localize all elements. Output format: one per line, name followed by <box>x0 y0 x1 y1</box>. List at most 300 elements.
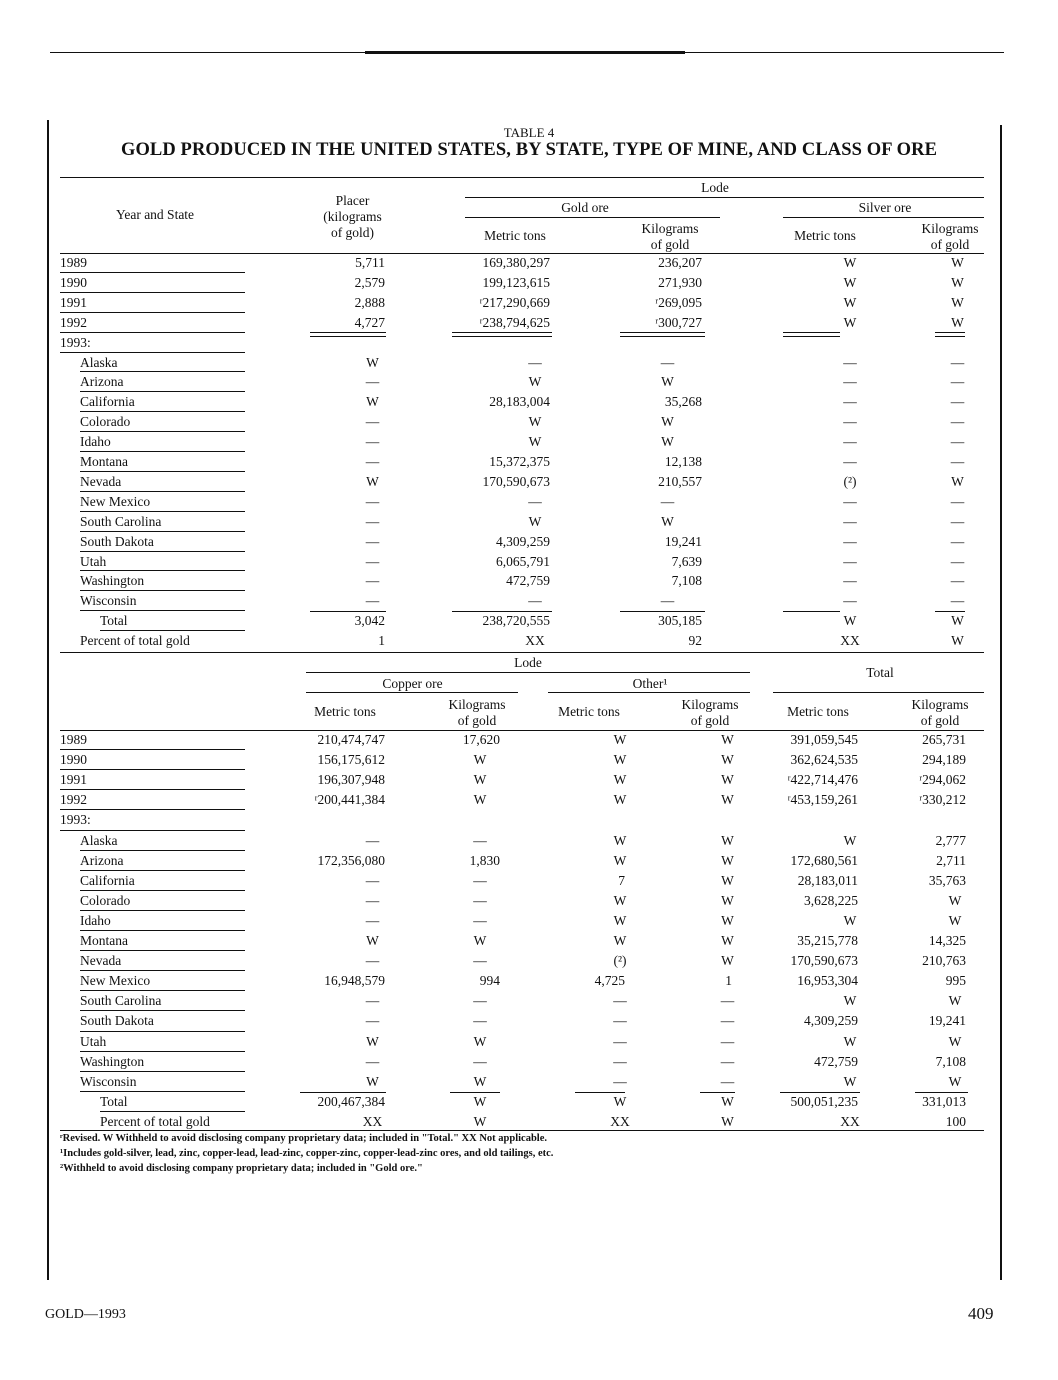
row-underline <box>80 451 245 452</box>
table-cell: W <box>473 752 487 768</box>
table-cell: — <box>613 1073 627 1089</box>
table-cell: — <box>365 953 380 969</box>
double-rule <box>935 336 965 337</box>
total-header: Total <box>866 665 894 680</box>
table-cell: — <box>660 593 675 609</box>
table-cell: XX <box>610 1113 630 1129</box>
table-cell: 156,175,612 <box>317 752 385 768</box>
part2-lode-header: Lode <box>514 655 542 670</box>
row-label: Utah <box>80 553 107 569</box>
table-cell: 28,183,004 <box>489 394 550 410</box>
table-cell: 15,372,375 <box>489 454 550 469</box>
table-cell: W <box>843 912 857 928</box>
table-cell: 3,628,225 <box>804 892 858 908</box>
table-cell: 1 <box>725 973 732 989</box>
table-cell: — <box>843 493 857 509</box>
table-cell: — <box>365 912 380 928</box>
table-cell: — <box>950 354 965 370</box>
placer-header-1: Placer <box>335 193 370 208</box>
row-underline <box>60 272 245 273</box>
copper-ore-header: Copper ore <box>382 676 443 691</box>
table-cell: 995 <box>945 973 966 989</box>
table-cell: 35,763 <box>928 872 966 888</box>
table-cell: W <box>528 434 542 450</box>
table-cell: 2,579 <box>354 274 385 290</box>
table-cell: 472,759 <box>506 573 550 589</box>
table-cell: — <box>720 1053 735 1069</box>
row-underline <box>80 1010 245 1011</box>
table-cell: 6,065,791 <box>496 553 550 569</box>
row-underline <box>80 411 245 412</box>
row-label: Nevada <box>80 953 122 969</box>
row-underline <box>60 769 245 770</box>
table-cell: — <box>365 374 380 390</box>
table-cell: W <box>473 1073 487 1089</box>
table-cell: W <box>473 792 487 808</box>
table-cell: — <box>365 832 380 848</box>
table-cell: — <box>950 533 965 549</box>
table-cell: — <box>473 892 487 908</box>
table-cell: 35,215,778 <box>797 933 858 948</box>
table-cell: W <box>721 752 734 768</box>
row-underline <box>80 431 245 432</box>
footnote-revised: ʳRevised. W Withheld to avoid disclosing company proprietary data; included in "Total." XX Not applicable. <box>60 1133 547 1144</box>
table-cell: W <box>951 473 964 489</box>
table-cell: — <box>950 454 965 469</box>
table-cell: W <box>661 513 674 529</box>
table-cell: W <box>721 732 734 747</box>
table-cell: W <box>473 772 487 788</box>
row-underline <box>80 610 245 611</box>
silver-ore-rule <box>783 217 984 218</box>
table-cell: 170,590,673 <box>790 953 858 969</box>
other-metric-tons-header: Metric tons <box>558 704 620 719</box>
page-number: 409 <box>968 1304 994 1323</box>
table-cell: — <box>843 454 857 469</box>
left-margin-bar <box>47 120 49 1280</box>
table-cell: — <box>365 1053 380 1069</box>
footnote-2: ²Withheld to avoid disclosing company proprietary data; included in "Gold ore." <box>60 1163 423 1174</box>
table-cell: — <box>613 1013 627 1029</box>
placer-header-3: of gold) <box>330 225 375 240</box>
table-cell: — <box>365 872 380 888</box>
double-rule <box>620 332 705 333</box>
table-cell: 7,108 <box>935 1053 966 1069</box>
row-underline <box>80 570 245 571</box>
table-cell: 5,711 <box>355 255 385 270</box>
table-cell: ʳ330,212 <box>919 792 966 808</box>
total-rule <box>915 1092 968 1093</box>
table-number: TABLE 4 <box>503 125 555 140</box>
table-cell: — <box>613 993 627 1009</box>
table-cell: W <box>661 374 674 390</box>
table-cell: — <box>720 1033 735 1049</box>
table-cell: ʳ269,095 <box>655 294 702 310</box>
row-underline <box>80 1031 245 1032</box>
row-underline <box>80 551 245 552</box>
row-underline <box>80 890 245 891</box>
table-cell: 19,241 <box>928 1013 966 1029</box>
total-rule <box>773 692 984 693</box>
table-cell: W <box>473 1033 487 1049</box>
row-label: California <box>80 872 135 888</box>
placer-header-2: (kilograms <box>323 209 382 224</box>
row-underline <box>80 1071 245 1072</box>
table-cell: W <box>951 633 964 649</box>
table-cell: 92 <box>688 633 702 649</box>
double-rule <box>783 332 840 333</box>
row-label: 1989 <box>60 255 87 270</box>
row-label: South Dakota <box>80 533 154 549</box>
row-label: Arizona <box>80 852 124 868</box>
table-cell: — <box>843 434 857 450</box>
table-cell: 196,307,948 <box>317 772 385 788</box>
table-cell: XX <box>840 633 860 649</box>
table-cell: W <box>721 772 734 788</box>
row-label: Alaska <box>80 354 118 370</box>
row-label: South Dakota <box>80 1013 154 1029</box>
total-rule <box>300 1092 386 1093</box>
right-margin-bar <box>1000 125 1002 1280</box>
table-cell: — <box>660 354 675 370</box>
row-label: 1989 <box>60 732 87 747</box>
table-cell: W <box>951 294 964 310</box>
table-cell: W <box>473 1113 487 1129</box>
row-label: South Carolina <box>80 993 162 1009</box>
gold-ore-rule <box>465 217 720 218</box>
table-cell: — <box>660 493 675 509</box>
table-cell: W <box>721 1113 734 1129</box>
table-cell: — <box>950 573 965 589</box>
table-cell: 199,123,615 <box>482 274 550 290</box>
total-rule <box>780 1092 860 1093</box>
table-cell: — <box>613 1053 627 1069</box>
table-cell: ʳ294,062 <box>919 772 966 788</box>
table-cell: ʳ453,159,261 <box>787 792 858 808</box>
row-underline <box>80 950 245 951</box>
table-cell: W <box>721 933 734 948</box>
table-cell: — <box>473 953 487 969</box>
table-cell: 4,725 <box>594 973 625 989</box>
table-cell: W <box>951 613 964 629</box>
row-label: Colorado <box>80 414 131 430</box>
row-underline <box>60 292 245 293</box>
table-cell: — <box>720 1013 735 1029</box>
row-label: New Mexico <box>80 973 151 989</box>
row-label: 1992 <box>60 792 87 808</box>
row-label: Nevada <box>80 473 122 489</box>
table-cell: XX <box>362 1113 383 1129</box>
table-cell: W <box>843 613 857 629</box>
table-cell: W <box>721 832 734 848</box>
row-label: 1993: <box>60 334 91 350</box>
table-cell: W <box>951 314 964 330</box>
table-cell: — <box>843 354 857 370</box>
table-cell: XX <box>840 1113 860 1129</box>
table-cell: W <box>528 374 542 390</box>
row-label: Montana <box>80 454 128 469</box>
row-label: New Mexico <box>80 493 151 509</box>
total-rule <box>935 611 965 612</box>
top-rule-thick <box>365 51 685 54</box>
other-header: Other¹ <box>632 676 668 691</box>
table-cell: — <box>365 513 380 529</box>
table-cell: W <box>721 852 734 868</box>
table-cell: 994 <box>479 973 500 989</box>
gold-ore-metric-tons-header: Metric tons <box>484 228 546 243</box>
table-cell: W <box>721 1093 734 1109</box>
table-cell: 4,309,259 <box>496 533 550 549</box>
table-cell: — <box>528 493 542 509</box>
table-cell: W <box>366 394 379 410</box>
table-cell: 172,680,561 <box>790 852 858 868</box>
table-cell: W <box>613 892 627 908</box>
table-cell: — <box>843 593 857 609</box>
header-bottom-rule <box>60 253 984 254</box>
part2-header-bottom-rule <box>60 730 984 731</box>
row-underline <box>80 1051 245 1052</box>
gold-ore-header: Gold ore <box>561 200 609 215</box>
row-underline <box>60 830 245 831</box>
double-rule <box>310 336 386 337</box>
row-underline <box>100 630 245 631</box>
table-cell: 3,042 <box>354 613 385 629</box>
total-metric-tons-header: Metric tons <box>787 704 849 719</box>
table-cell: 1,830 <box>469 852 500 868</box>
total-rule <box>620 611 705 612</box>
table-cell: — <box>365 1013 380 1029</box>
table-cell: W <box>528 513 542 529</box>
table-cell: — <box>365 493 380 509</box>
table-cell: 391,059,545 <box>790 732 858 747</box>
table-cell: — <box>473 912 487 928</box>
table-cell: — <box>950 553 965 569</box>
copper-kg-header-1: Kilograms <box>448 697 506 712</box>
table-cell: W <box>528 414 542 430</box>
row-label: Idaho <box>80 434 111 450</box>
table-cell: 14,325 <box>928 933 966 948</box>
table-cell: 472,759 <box>814 1053 858 1069</box>
row-label: 1990 <box>60 274 87 290</box>
table-cell: ʳ300,727 <box>655 314 702 330</box>
table-cell: 172,356,080 <box>317 852 385 868</box>
table-cell: 294,189 <box>922 752 966 768</box>
table-cell: — <box>720 993 735 1009</box>
gold-ore-kg-header-1: Kilograms <box>641 221 699 236</box>
table-cell: 16,948,579 <box>324 973 385 989</box>
row-underline <box>80 471 245 472</box>
row-label: Montana <box>80 933 128 948</box>
table-cell: 100 <box>945 1113 966 1129</box>
row-underline <box>60 749 245 750</box>
table-cell: 500,051,235 <box>790 1093 858 1109</box>
table-cell: 7,108 <box>671 573 702 589</box>
table-cell: W <box>613 832 627 848</box>
table-cell: 200,467,384 <box>317 1093 385 1109</box>
row-underline <box>80 910 245 911</box>
table-cell: W <box>721 892 734 908</box>
table-cell: 2,711 <box>936 852 966 868</box>
table-cell: W <box>721 792 734 808</box>
table-cell: — <box>473 1013 487 1029</box>
table-cell: W <box>366 1073 379 1089</box>
row-label: Colorado <box>80 892 131 908</box>
table-cell: W <box>948 1073 962 1089</box>
table-cell: — <box>613 1033 627 1049</box>
table-cell: W <box>948 892 962 908</box>
row-underline <box>60 332 245 333</box>
table-cell: W <box>948 993 962 1009</box>
table-cell: 28,183,011 <box>797 872 858 888</box>
row-label: 1992 <box>60 314 87 330</box>
row-label: Washington <box>80 1053 145 1069</box>
table-cell: — <box>473 1053 487 1069</box>
row-label: California <box>80 394 135 410</box>
table-cell: W <box>366 933 379 948</box>
double-rule <box>620 336 705 337</box>
table-cell: — <box>365 553 380 569</box>
lode-rule <box>465 197 984 198</box>
table-cell: — <box>843 374 857 390</box>
table-cell: 265,731 <box>922 732 966 747</box>
total-rule <box>575 1092 625 1093</box>
row-label: Alaska <box>80 832 118 848</box>
table-cell: — <box>950 394 965 410</box>
row-underline <box>80 491 245 492</box>
table-cell: W <box>473 933 487 948</box>
table-cell: — <box>950 493 965 509</box>
table-cell: 331,013 <box>922 1093 966 1109</box>
table-cell: ʳ217,290,669 <box>479 294 550 310</box>
other-kg-header-1: Kilograms <box>681 697 739 712</box>
row-label: 1993: <box>60 812 91 828</box>
other-kg-header-2: of gold <box>690 713 730 728</box>
table-cell: — <box>950 434 965 450</box>
table-cell: — <box>843 513 857 529</box>
table-cell: — <box>365 892 380 908</box>
copper-kg-header-2: of gold <box>457 713 497 728</box>
double-rule <box>783 336 840 337</box>
table-cell: W <box>843 993 857 1009</box>
table-cell: W <box>843 294 857 310</box>
table-cell: 19,241 <box>664 533 702 549</box>
silver-ore-header: Silver ore <box>858 200 912 215</box>
total-rule <box>783 611 840 612</box>
row-label: Wisconsin <box>80 593 137 609</box>
table-cell: — <box>365 593 380 609</box>
table-cell: W <box>661 434 674 450</box>
row-label: 1990 <box>60 752 87 768</box>
table-cell: 210,763 <box>922 953 966 969</box>
copper-metric-tons-header: Metric tons <box>314 704 376 719</box>
table-cell: W <box>473 1093 487 1109</box>
row-underline <box>80 590 245 591</box>
table-cell: — <box>843 394 857 410</box>
table-cell: W <box>843 1033 857 1049</box>
total-rule <box>450 1092 500 1093</box>
table-cell: — <box>473 872 487 888</box>
row-underline <box>80 371 245 372</box>
table-cell: ʳ238,794,625 <box>479 314 550 330</box>
table-cell: ʳ200,441,384 <box>314 792 385 808</box>
double-rule <box>935 332 965 333</box>
row-underline <box>80 970 245 971</box>
footnote-1: ¹Includes gold-silver, lead, zinc, copper-lead, lead-zinc, copper-zinc, copper-lead-zinc ores, and old tailings, etc. <box>60 1148 554 1159</box>
table-cell: 210,557 <box>658 473 702 489</box>
row-label: Arizona <box>80 374 124 390</box>
row-label: Percent of total gold <box>80 633 190 649</box>
table-cell: — <box>950 513 965 529</box>
silver-ore-metric-tons-header: Metric tons <box>794 228 856 243</box>
table-cell: — <box>843 553 857 569</box>
header-top-rule <box>60 177 984 178</box>
table-cell: 4,309,259 <box>804 1013 858 1029</box>
table-bottom-rule <box>60 1130 984 1131</box>
total-kg-header-1: Kilograms <box>911 697 969 712</box>
double-rule <box>310 332 386 333</box>
table-cell: 305,185 <box>658 613 702 629</box>
table-cell: W <box>843 314 857 330</box>
row-label: Washington <box>80 573 145 589</box>
gold-ore-kg-header-2: of gold <box>650 237 690 252</box>
table-cell: W <box>613 752 627 768</box>
row-underline <box>60 352 245 353</box>
table-cell: W <box>951 255 964 270</box>
table-cell: — <box>365 414 380 430</box>
table-cell: W <box>661 414 674 430</box>
row-label: Utah <box>80 1033 107 1049</box>
table-cell: 2,888 <box>354 294 385 310</box>
row-underline <box>80 850 245 851</box>
table-cell: W <box>613 1093 627 1109</box>
row-label: Percent of total gold <box>100 1113 210 1129</box>
table-cell: 170,590,673 <box>482 473 550 489</box>
row-label: Idaho <box>80 912 111 928</box>
table-cell: — <box>528 354 542 370</box>
table-cell: W <box>366 473 379 489</box>
table-cell: 362,624,535 <box>790 752 858 768</box>
table-cell: — <box>843 414 857 430</box>
table-cell: W <box>843 1073 857 1089</box>
table-cell: W <box>366 1033 379 1049</box>
table-cell: 16,953,304 <box>797 973 858 989</box>
silver-ore-kg-header-2: of gold <box>930 237 970 252</box>
table-cell: W <box>948 1033 962 1049</box>
row-underline <box>100 1111 245 1112</box>
table-cell: — <box>720 1073 735 1089</box>
part2-top-rule <box>60 652 984 653</box>
table-cell: 169,380,297 <box>482 255 550 270</box>
table-cell: ʳ422,714,476 <box>787 772 858 788</box>
row-underline <box>60 809 245 810</box>
table-cell: — <box>365 533 380 549</box>
total-rule <box>310 611 386 612</box>
silver-ore-kg-header-1: Kilograms <box>921 221 979 236</box>
table-cell: (²) <box>843 473 857 489</box>
table-cell: XX <box>525 633 545 649</box>
table-title: GOLD PRODUCED IN THE UNITED STATES, BY STATE, TYPE OF MINE, AND CLASS OF ORE <box>120 140 938 160</box>
table-cell: 236,207 <box>658 255 702 270</box>
table-cell: — <box>950 374 965 390</box>
table-cell: 210,474,747 <box>317 732 385 747</box>
table-cell: — <box>365 573 380 589</box>
table-cell: W <box>366 354 379 370</box>
row-label: 1991 <box>60 772 87 788</box>
row-underline <box>60 312 245 313</box>
table-cell: 1 <box>378 633 385 649</box>
table-cell: 12,138 <box>664 454 702 469</box>
table-cell: W <box>951 274 964 290</box>
